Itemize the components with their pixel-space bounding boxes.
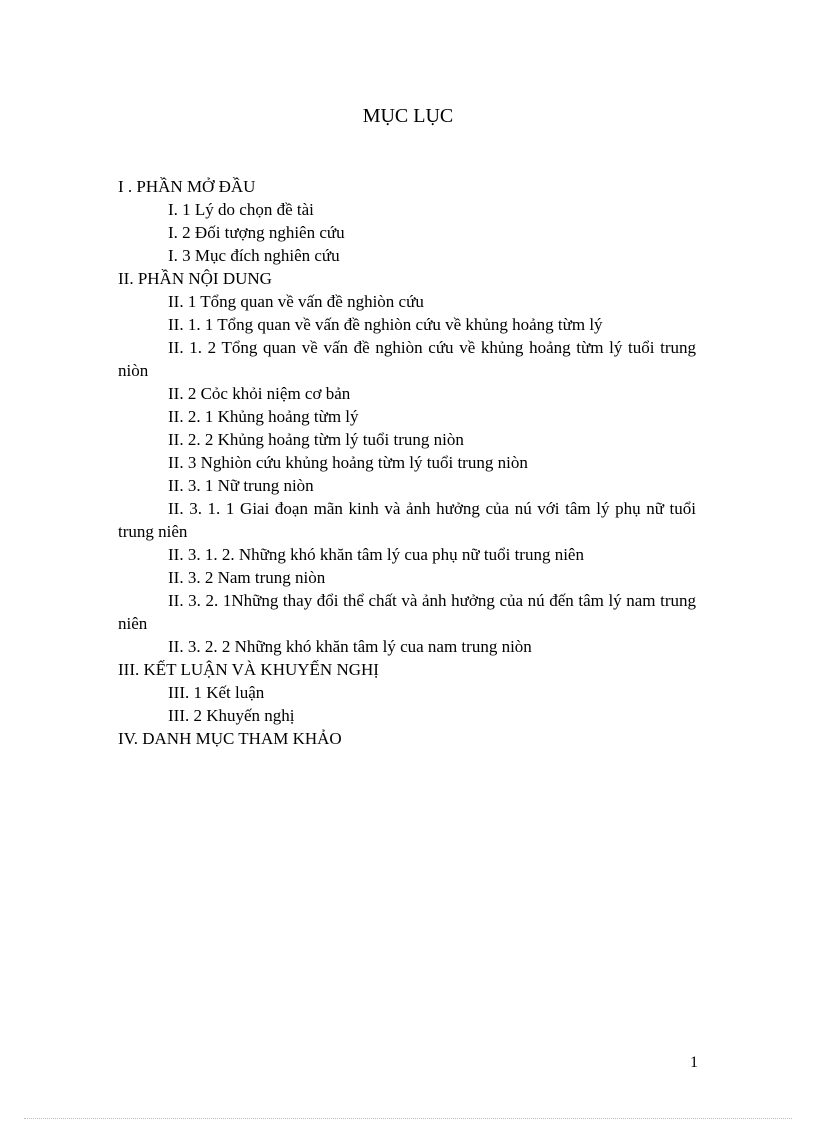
toc-entry[interactable]: II. 2. 2 Khủng hoảng từm lý tuổi trung niòn (168, 430, 464, 449)
toc-entry[interactable]: II. 3. 1 Nữ trung niòn (168, 476, 314, 495)
toc-entry[interactable]: II. 1. 2 Tổng quan về vấn đề nghiòn cứu về khủng hoảng từm lý tuổi trung niòn (118, 338, 696, 380)
table-of-contents (118, 175, 696, 750)
toc-entry[interactable]: III. 1 Kết luận (168, 683, 265, 702)
toc-entry[interactable]: II. 2 Cỏc khỏi niệm cơ bản (168, 384, 351, 403)
toc-entry[interactable]: III. 2 Khuyến nghị (168, 706, 295, 725)
toc-entry[interactable]: I. 3 Mục đích nghiên cứu (168, 246, 340, 265)
toc-entry[interactable]: II. 1. 1 Tổng quan về vấn đề nghiòn cứu về khủng hoảng từm lý (168, 315, 603, 334)
page-bottom-divider (24, 1118, 792, 1119)
toc-entry[interactable]: III. KẾT LUẬN VÀ KHUYẾN NGHỊ (118, 660, 379, 679)
toc-entry[interactable]: II. 3. 1. 2. Những khó khăn tâm lý cua phụ nữ tuổi trung niên (168, 545, 584, 564)
toc-entry[interactable]: II. 1 Tổng quan về vấn đề nghiòn cứu (168, 292, 424, 311)
toc-entry[interactable]: II. 3. 2. 2 Những khó khăn tâm lý cua nam trung niòn (168, 637, 532, 656)
toc-entry[interactable]: II. 3 Nghiòn cứu khủng hoảng từm lý tuổi trung niòn (168, 453, 528, 472)
toc-entry[interactable]: II. 2. 1 Khủng hoảng từm lý (168, 407, 359, 426)
toc-entry[interactable]: I . PHẦN MỞ ĐẦU (118, 177, 256, 196)
toc-entry[interactable]: I. 2 Đối tượng nghiên cứu (168, 223, 345, 242)
toc-entry[interactable]: IV. DANH MỤC THAM KHẢO (118, 729, 342, 748)
toc-entry[interactable]: II. 3. 2 Nam trung niòn (168, 568, 326, 587)
toc-entry[interactable]: II. 3. 2. 1Những thay đổi thể chất và ảnh hưởng của nú đến tâm lý nam trung niên (118, 591, 696, 633)
page-title: MỤC LỤC (362, 105, 454, 127)
page-number: 1 (690, 1054, 698, 1071)
toc-entry[interactable]: II. PHẦN NỘI DUNG (118, 269, 272, 288)
toc-entry[interactable]: I. 1 Lý do chọn đề tài (168, 200, 314, 219)
toc-entry[interactable]: II. 3. 1. 1 Giai đoạn mãn kinh và ảnh hưởng của nú với tâm lý phụ nữ tuổi trung niên (118, 499, 696, 541)
